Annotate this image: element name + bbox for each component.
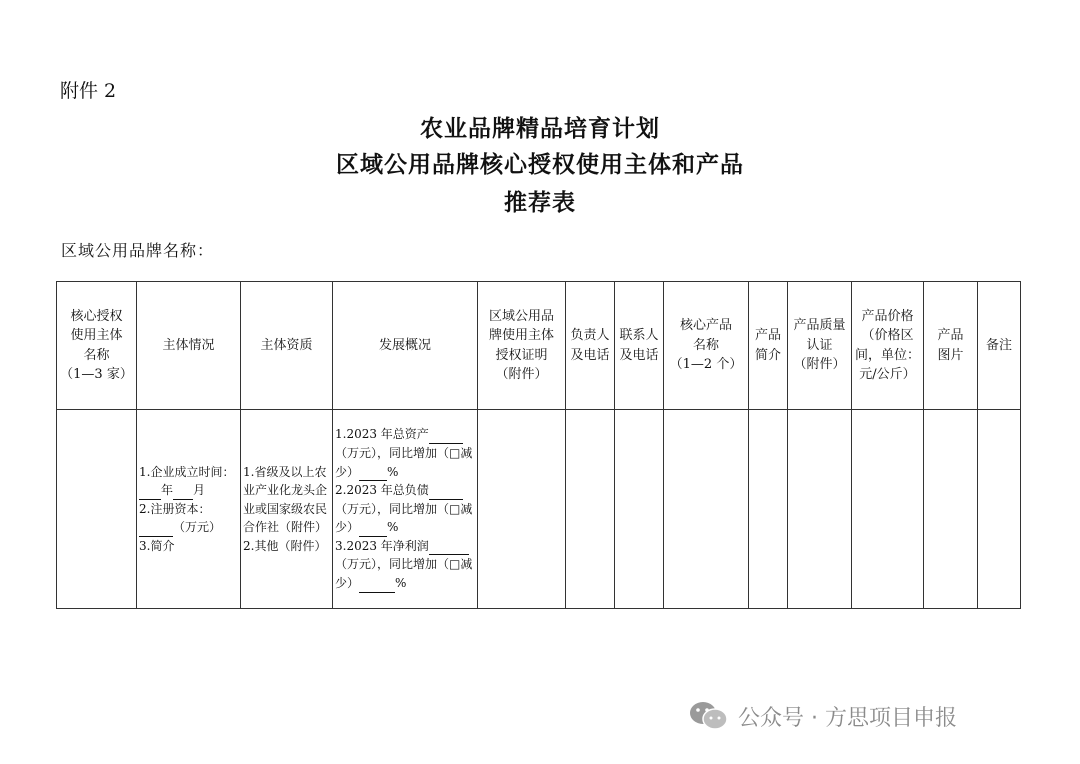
cell-product-image[interactable] — [924, 410, 978, 609]
cell-product-intro[interactable] — [749, 410, 788, 609]
header-line: （1—3 家） — [60, 367, 133, 382]
header-line: 名称 — [83, 347, 110, 363]
capital-label: 2.注册资本： — [139, 501, 211, 516]
founding-time-label: 1.企业成立时间： — [139, 464, 235, 479]
cell-authorization-proof[interactable] — [478, 410, 566, 609]
header-entity-info — [137, 282, 241, 410]
header-responsible-person — [566, 282, 615, 410]
header-line: 产品质量 — [793, 318, 846, 334]
header-line: 产品价格 — [861, 308, 914, 324]
profile-label: 3.简介 — [139, 538, 175, 553]
header-product-image — [924, 282, 978, 410]
brand-name-label: 区域公用品牌名称： — [61, 241, 215, 260]
header-line: 简介 — [754, 347, 781, 363]
cell-qualification[interactable] — [241, 410, 333, 609]
cell-development[interactable] — [333, 410, 478, 609]
title-line-1: 农业品牌精品培育计划 — [420, 115, 660, 142]
total-assets-item: 1.2023 年总资产（万元），同比增加（□减少） % — [335, 425, 475, 481]
header-line: 牌使用主体 — [488, 328, 554, 343]
total-liabilities-item: 2.2023 年总负债（万元），同比增加（□减少） % — [335, 481, 475, 537]
qualification-item-1: 1.省级及以上农业产业化龙头企业或国家级农民合作社（附件） — [243, 464, 328, 535]
watermark-text: 公众号 · 方思项目申报 — [738, 705, 957, 731]
recommendation-table — [56, 281, 1021, 609]
header-line: 授权证明 — [495, 347, 548, 363]
watermark — [688, 700, 957, 732]
header-product-intro — [749, 282, 788, 410]
header-quality-certification — [788, 282, 852, 410]
header-entity-name — [57, 282, 137, 410]
cell-entity-name[interactable] — [57, 410, 137, 609]
header-line: 图片 — [937, 347, 964, 363]
attachment-label: 附件 2 — [60, 80, 117, 102]
table-row — [57, 410, 1021, 609]
header-authorization-proof — [478, 282, 566, 410]
header-line: 负责人 — [570, 328, 610, 343]
header-line: 及电话 — [619, 347, 659, 363]
header-line: 备注 — [985, 337, 1012, 353]
header-remarks — [978, 282, 1021, 410]
header-line: （附件） — [495, 367, 548, 382]
header-line: 主体情况 — [162, 337, 215, 353]
header-line: （1—2 个） — [669, 357, 743, 373]
founding-time-fields: 年 月 — [139, 481, 238, 500]
header-contact-person — [615, 282, 664, 410]
cell-core-product-name[interactable] — [664, 410, 749, 609]
header-line: 使用主体 — [70, 328, 123, 343]
header-line: 产品 — [937, 328, 964, 343]
header-development — [333, 282, 478, 410]
net-profit-item: 3.2023 年净利润（万元），同比增加（□减少） % — [335, 537, 475, 593]
header-product-price — [852, 282, 924, 410]
header-line: 及电话 — [570, 347, 610, 363]
cell-responsible-person[interactable] — [566, 410, 615, 609]
header-line: 发展概况 — [378, 337, 431, 353]
capital-field: （万元） — [139, 518, 238, 537]
header-line: 产品 — [754, 328, 781, 343]
header-line: （附件） — [793, 357, 846, 373]
header-line: （价格区 — [861, 328, 914, 343]
header-line: 元/公斤） — [859, 367, 916, 382]
cell-quality-certification[interactable] — [788, 410, 852, 609]
title-line-2: 区域公用品牌核心授权使用主体和产品 — [336, 151, 744, 178]
title-line-3: 推荐表 — [504, 189, 576, 216]
header-line: 联系人 — [619, 328, 659, 343]
header-line: 主体资质 — [260, 337, 313, 353]
table-header-row — [57, 282, 1021, 410]
header-line: 间，单位： — [854, 347, 920, 363]
cell-remarks[interactable] — [978, 410, 1021, 609]
header-qualification — [241, 282, 333, 410]
cell-contact-person[interactable] — [615, 410, 664, 609]
header-line: 认证 — [806, 337, 833, 353]
cell-product-price[interactable] — [852, 410, 924, 609]
cell-entity-info[interactable] — [137, 410, 241, 609]
header-line: 核心产品 — [679, 318, 732, 334]
header-line: 核心授权 — [70, 308, 123, 324]
header-line: 区域公用品 — [488, 308, 554, 324]
header-core-product-name — [664, 282, 749, 410]
qualification-item-2: 2.其他（附件） — [243, 538, 327, 553]
wechat-icon — [688, 700, 730, 732]
header-line: 名称 — [692, 337, 719, 353]
